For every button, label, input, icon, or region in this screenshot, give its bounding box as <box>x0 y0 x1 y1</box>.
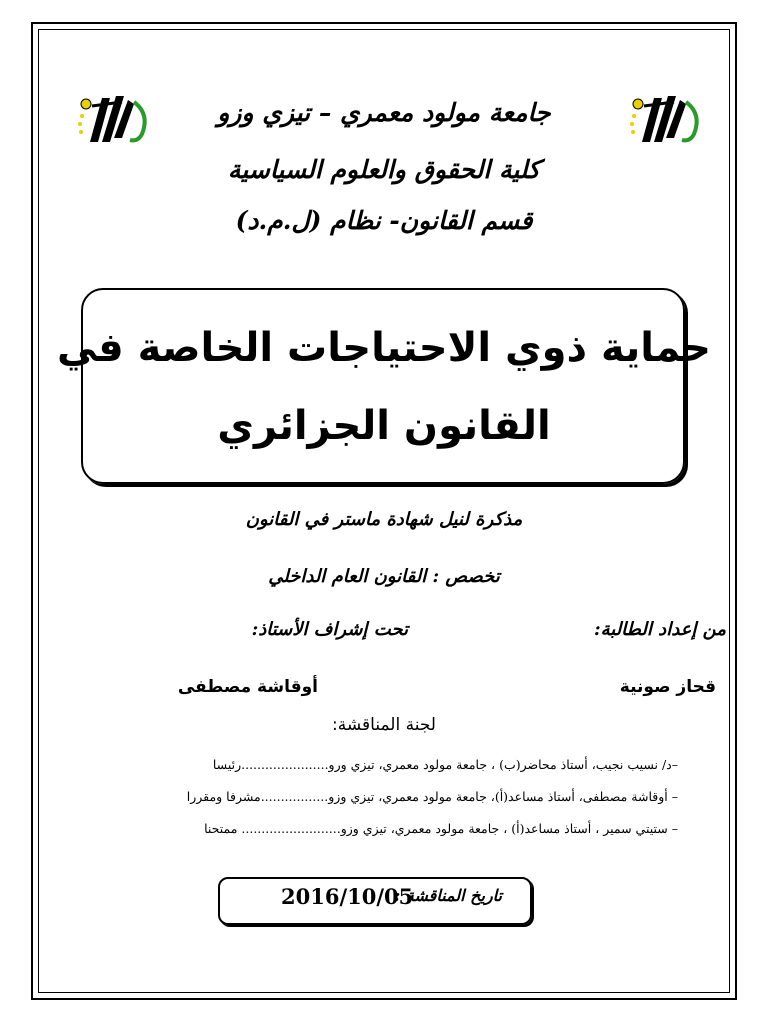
committee-heading: لجنة المناقشة: <box>332 715 436 735</box>
memo-purpose: مذكرة لنيل شهادة ماستر في القانون <box>245 509 523 530</box>
thesis-title-line-2: القانون الجزائري <box>217 403 551 449</box>
defense-date-value: 2016/10/05 <box>281 884 414 909</box>
supervisor-name: أوقاشة مصطفى <box>177 677 318 697</box>
title-box <box>81 288 685 484</box>
thesis-title-line-1: حماية ذوي الاحتياجات الخاصة في <box>57 325 711 371</box>
student-name: قحاز صونية <box>619 677 716 697</box>
committee-member-1: –د/ نسيب نجيب، أستاذ محاضر(ب) ، جامعة مولود معمري، تيزي ورو......................رئيسا <box>212 757 678 772</box>
supervisor-label: تحت إشراف الأستاذ: <box>251 619 408 640</box>
memo-specialty: تخصص : القانون العام الداخلي <box>268 566 500 587</box>
committee-member-3: – ستيتي سمير ، أستاذ مساعد(أ) ، جامعة مولود معمري، تيزي وزو......................... ممتحنا <box>204 821 678 836</box>
faculty-name: كلية الحقوق والعلوم السياسية <box>227 155 541 184</box>
department-name: قسم القانون- نظام (ل.م.د) <box>235 206 533 235</box>
student-label: من إعداد الطالبة: <box>593 619 726 640</box>
defense-date-label: تاريخ المناقشة : <box>394 886 502 905</box>
committee-member-2: – أوقاشة مصطفى، أستاذ مساعد(أ)، جامعة مولود معمري، تيزي وزو.................مشرفا ومقررا <box>186 789 678 804</box>
university-name: جامعة مولود معمري – تيزي وزو <box>217 98 551 127</box>
